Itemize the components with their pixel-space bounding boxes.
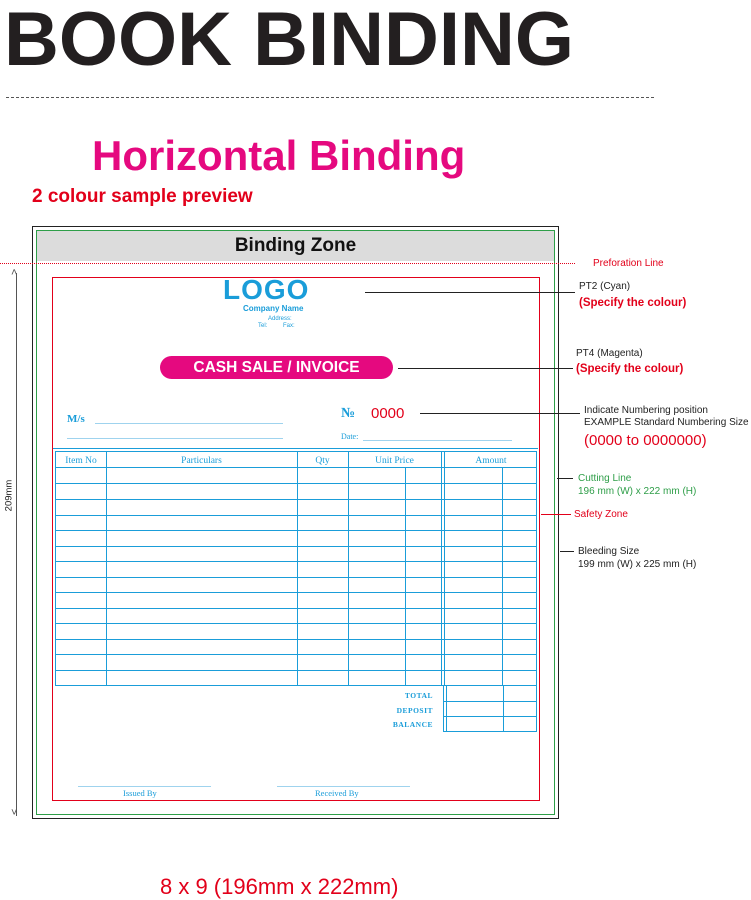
pt2-note: (Specify the colour) <box>579 297 687 309</box>
table-column-divider <box>441 452 442 685</box>
pt4-label: PT4 (Magenta) <box>576 348 643 359</box>
table-row <box>56 670 536 671</box>
table-row <box>56 577 536 578</box>
date-line <box>363 440 512 441</box>
column-header: Unit Price <box>375 456 414 466</box>
ms-line-2 <box>67 438 283 439</box>
table-row <box>56 561 536 562</box>
table-row <box>56 530 536 531</box>
table-column-divider <box>348 452 349 685</box>
table-row <box>56 623 536 624</box>
table-row <box>56 639 536 640</box>
header-divider <box>53 448 538 449</box>
number-label: № <box>341 406 356 421</box>
address-label: Address: <box>268 316 292 322</box>
totals-divider <box>503 686 504 731</box>
table-column-divider <box>106 452 107 685</box>
cutting-line-size: 196 mm (W) x 222 mm (H) <box>578 486 697 497</box>
pt4-note: (Specify the colour) <box>576 363 684 375</box>
binding-type-heading: Horizontal Binding <box>92 132 466 179</box>
totals-row <box>444 701 536 702</box>
pt2-label: PT2 (Cyan) <box>579 281 631 292</box>
total-label: TOTAL <box>404 691 433 700</box>
cutting-leader <box>557 478 573 479</box>
bleeding-size-dims: 199 mm (W) x 225 mm (H) <box>578 559 697 570</box>
safety-zone-label: Safety Zone <box>574 509 628 520</box>
table-row <box>56 467 536 468</box>
height-dimension-line <box>16 273 17 816</box>
binding-zone: Binding Zone <box>37 231 554 261</box>
date-label: Date: <box>341 432 359 441</box>
perforation-line-label: Preforation Line <box>593 258 664 269</box>
column-header: Amount <box>475 456 507 466</box>
document-type-badge: CASH SALE / INVOICE <box>160 356 393 379</box>
table-row <box>56 483 536 484</box>
received-by-line <box>277 786 410 787</box>
balance-label: BALANCE <box>392 720 433 729</box>
totals-box <box>443 685 537 732</box>
table-column-divider <box>297 452 298 685</box>
bleeding-size-label: Bleeding Size <box>578 546 640 557</box>
table-column-divider <box>444 452 445 685</box>
numbering-leader <box>420 413 580 414</box>
cutting-line-label: Cutting Line <box>578 473 632 484</box>
safety-leader <box>541 514 571 515</box>
page-title: BOOK BINDING <box>4 0 574 82</box>
column-header: Particulars <box>181 456 222 466</box>
tel-fax-label: Tel: Fax: <box>258 323 295 329</box>
totals-divider <box>446 686 447 731</box>
numbering-range: (0000 to 0000000) <box>584 432 707 449</box>
bleeding-leader <box>560 551 574 552</box>
deposit-label: DEPOSIT <box>396 706 433 715</box>
column-header: Item No <box>65 456 97 466</box>
pt4-leader <box>398 368 573 369</box>
items-table <box>55 451 537 686</box>
table-row <box>56 608 536 609</box>
preview-caption: 2 colour sample preview <box>32 186 253 207</box>
totals-row <box>444 716 536 717</box>
company-name: Company Name <box>243 304 304 313</box>
number-value: 0000 <box>371 405 405 422</box>
issued-by-line <box>78 786 211 787</box>
table-row <box>56 515 536 516</box>
numbering-label: Indicate Numbering position <box>584 405 708 416</box>
arrow-up-icon: ˄ <box>11 267 18 279</box>
issued-by-label: Issued By <box>123 788 157 798</box>
received-by-label: Received By <box>315 788 359 798</box>
table-row <box>56 499 536 500</box>
table-row <box>56 592 536 593</box>
ms-label: M/s <box>67 413 85 425</box>
ms-line <box>95 423 283 424</box>
pt2-leader <box>365 292 575 293</box>
arrow-down-icon: ˅ <box>11 807 18 819</box>
column-header: Qty <box>315 456 330 466</box>
size-caption: 8 x 9 (196mm x 222mm) <box>160 874 399 899</box>
height-dimension-label: 209mm <box>3 479 15 512</box>
perforation-line <box>0 263 575 264</box>
table-row <box>56 546 536 547</box>
numbering-example: EXAMPLE Standard Numbering Size <box>584 417 749 428</box>
dashed-divider <box>6 97 654 98</box>
logo: LOGO <box>223 274 310 305</box>
table-row <box>56 654 536 655</box>
